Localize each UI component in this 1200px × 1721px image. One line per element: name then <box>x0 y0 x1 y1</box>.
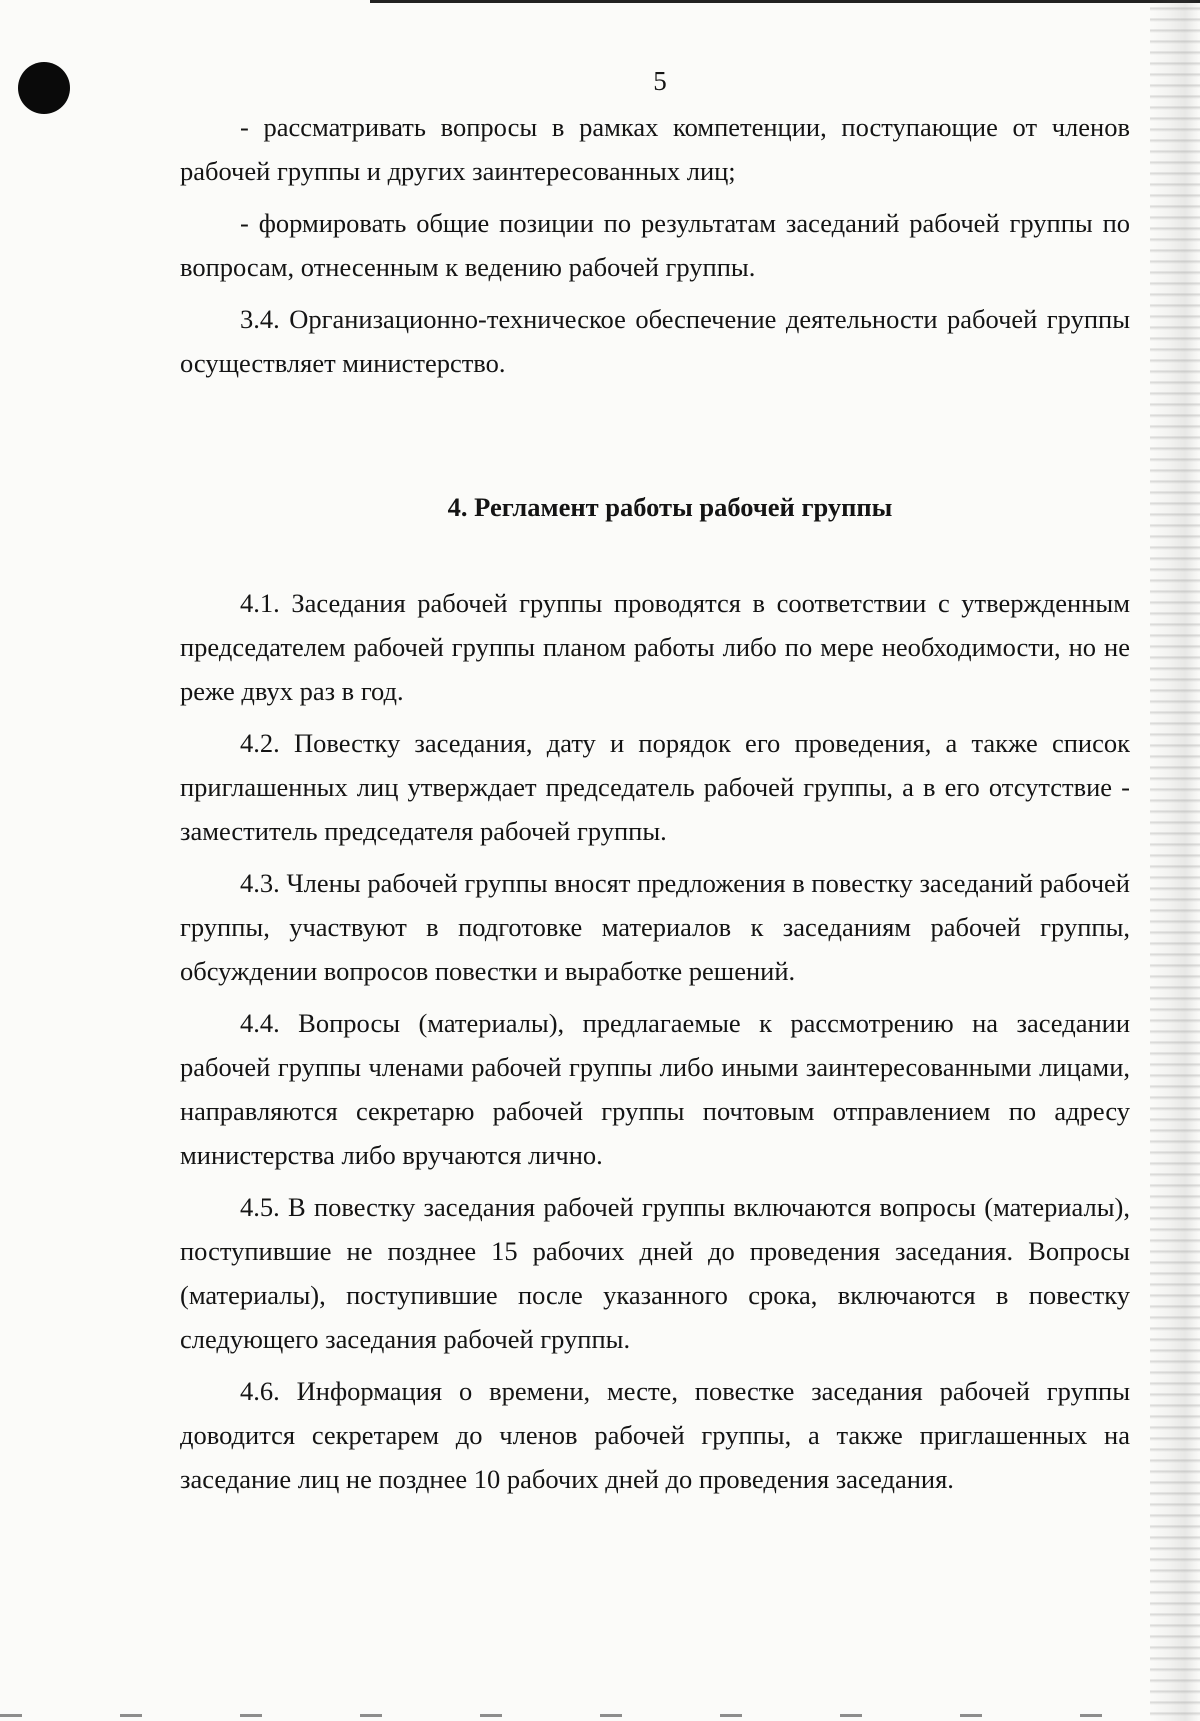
paragraph-3-4: 3.4. Организационно-техническое обеспечение деятельности рабочей группы осуществляет министерство. <box>180 304 1130 378</box>
paragraph-4-4: 4.4. Вопросы (материалы), предлагаемые к рассмотрению на заседании рабочей группы членами рабочей группы либо иными заинтересованными лицами, направляются секретарю рабочей группы почтовым отправлением по адресу министерства либо вручаются лично. <box>180 1008 1130 1170</box>
scan-edge-noise <box>1150 0 1200 1721</box>
page-number: 5 <box>653 66 667 96</box>
top-edge-line <box>370 0 1200 3</box>
paragraph-4-2: 4.2. Повестку заседания, дату и порядок его проведения, а также список приглашенных лиц утверждает председатель рабочей группы, а в его отсутствие - заместитель председателя рабочей группы. <box>180 728 1130 846</box>
binder-hole-mark <box>18 62 70 114</box>
paragraph-4-1: 4.1. Заседания рабочей группы проводятся в соответствии с утвержденным председателем рабочей группы планом работы либо по мере необходимости, но не реже двух раз в год. <box>180 588 1130 706</box>
paragraph-4-3: 4.3. Члены рабочей группы вносят предложения в повестку заседаний рабочей группы, участвуют в подготовке материалов к заседаниям рабочей группы, обсуждении вопросов повестки и выработке решений. <box>180 868 1130 986</box>
section-title: 4. Регламент работы рабочей группы <box>447 492 893 522</box>
paragraph-4-6: 4.6. Информация о времени, месте, повестке заседания рабочей группы доводится секретарем до членов рабочей группы, а также приглашенных на заседание лиц не позднее 10 рабочих дней до проведения заседания. <box>180 1376 1130 1494</box>
paragraph-bullet-1: - рассматривать вопросы в рамках компетенции, поступающие от членов рабочей группы и других заинтересованных лиц; <box>180 112 1130 186</box>
document-body <box>180 105 1130 1509</box>
paragraph-4-5: 4.5. В повестку заседания рабочей группы включаются вопросы (материалы), поступившие не позднее 15 рабочих дней до проведения заседания. Вопросы (материалы), поступившие после указанного срока, включаются в повестку следующего заседания рабочей группы. <box>180 1192 1130 1354</box>
paragraph-bullet-2: - формировать общие позиции по результатам заседаний рабочей группы по вопросам, отнесенным к ведению рабочей группы. <box>180 208 1130 282</box>
bottom-edge-line <box>0 1714 1200 1717</box>
